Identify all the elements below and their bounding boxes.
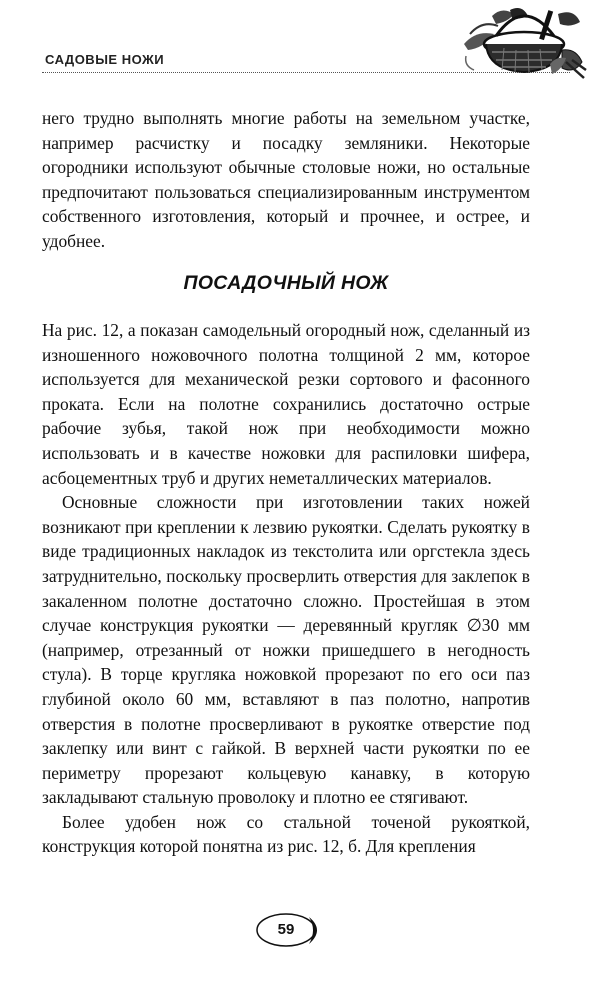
page-number: 59 bbox=[277, 921, 295, 938]
paragraph: На рис. 12, а показан самодельный огородный нож, сделанный из изношенного ножовочного полотна толщиной 2 мм, которое используется для механической резки сортового и фасонного проката. Если на полотне сохранились достаточно острые рабочие зубья, такой нож при необходимости можно использовать и в качестве ножовки для распиловки шифера, асбоцементных труб и других неметаллических материалов. bbox=[42, 320, 530, 488]
intro-text-block bbox=[42, 106, 530, 254]
page-number-badge bbox=[255, 910, 325, 950]
paragraph: него трудно выполнять многие работы на земельном участке, например расчистку и посадку земляники. Некоторые огородники используют обычные столовые ножи, но остальные предпочитают пользоваться специализированным инструментом собственного изготовления, который и прочнее, и острее, и удобнее. bbox=[42, 108, 530, 251]
section-body bbox=[42, 318, 530, 859]
running-head: САДОВЫЕ НОЖИ bbox=[45, 52, 165, 67]
garden-basket-illustration bbox=[462, 4, 587, 82]
paragraph: Более удобен нож со стальной точеной рукояткой, конструкция которой понятна из рис. 12, б. Для крепления bbox=[42, 811, 530, 857]
paragraph: Основные сложности при изготовлении таких ножей возникают при креплении к лезвию рукоятки. Сделать рукоятку в виде традиционных накладок из текстолита или оргстекла здесь затруднительно, поскольку просверлить отверстия для заклепок в закаленном полотне достаточно сложно. Простейшая в этом случае конструкция рукоятки — деревянный кругляк ∅30 мм (например, отрезанный от ножки пришедшего в негодность стула). В торце кругляка ножовкой прорезают по его оси паз глубиной около 60 мм, вставляют в паз полотно, напротив отверстия в полотне просверливают в рукоятке отверстие под заклепку или винт с гайкой. В верхней части рукоятки по ее периметру прорезают кольцевую канавку, в которую закладывают стальную проволоку и плотно ее стягивают. bbox=[42, 492, 530, 808]
section-heading: ПОСАДОЧНЫЙ НОЖ bbox=[183, 272, 389, 294]
